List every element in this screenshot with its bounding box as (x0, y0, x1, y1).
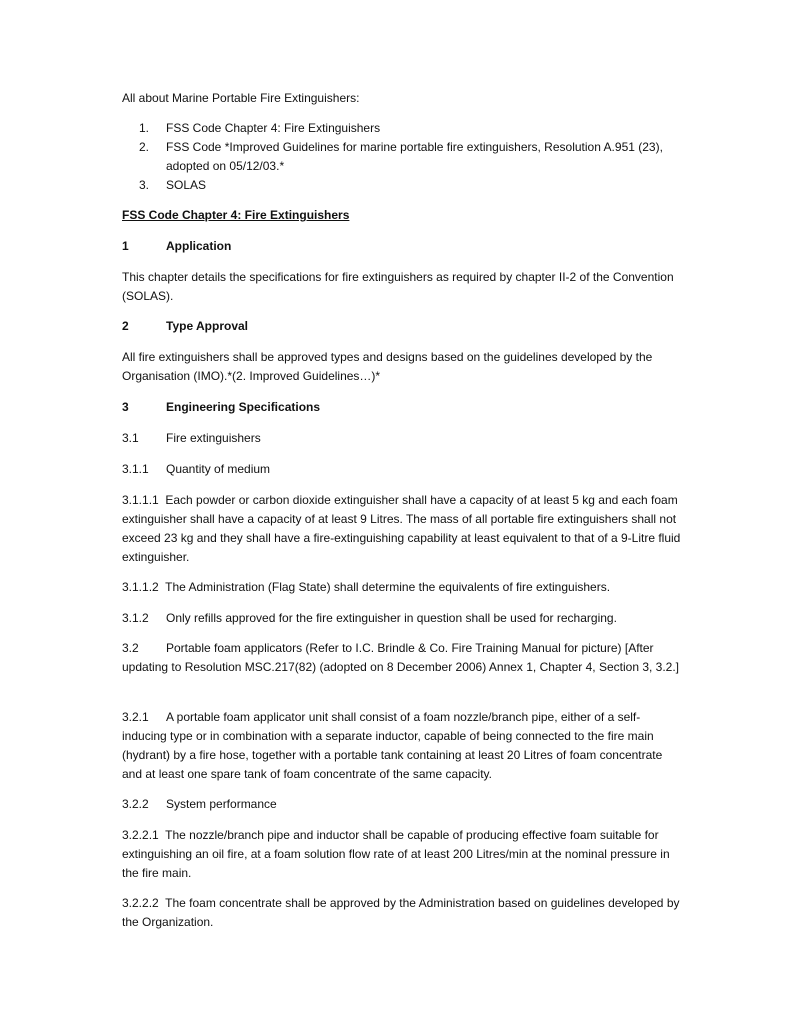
section-heading-1: 1 Application (122, 239, 232, 253)
section-1-paragraph: This chapter details the specifications for fire extinguishers as required by chapter II-2 of the Convention (SOLAS). (122, 270, 674, 303)
intro-text: All about Marine Portable Fire Extinguishers: (122, 91, 360, 105)
list-item: 2. FSS Code *Improved Guidelines for marine portable fire extinguishers, Resolution A.951 (23), adopted on 05/12/03.* (139, 140, 663, 173)
subsection-3-1: 3.1 Fire extinguishers (122, 431, 261, 445)
paragraph-3-1-1-1: 3.1.1.1 Each powder or carbon dioxide extinguisher shall have a capacity of at least 5 kg and each foam extinguisher shall have a capacity of at least 9 Litres. The mass of all portable fire extinguishers shall not exceed 23 kg and they shall have a fire-extinguishing capability at least equivalent to that of a 9-Litre fluid extinguisher. (122, 493, 681, 564)
paragraph-3-2: 3.2 Portable foam applicators (Refer to I.C. Brindle & Co. Fire Training Manual for picture) [After updating to Resolution MSC.217(82) (adopted on 8 December 2006) Annex 1, Chapter 4, Section 3, 3.2.] (122, 641, 680, 674)
list-item: 1. FSS Code Chapter 4: Fire Extinguishers (139, 121, 381, 135)
list-item: 3. SOLAS (139, 178, 207, 192)
paragraph-3-2-2-2: 3.2.2.2 The foam concentrate shall be approved by the Administration based on guidelines developed by the Organization. (122, 896, 680, 929)
paragraph-3-2-1: 3.2.1 A portable foam applicator unit shall consist of a foam nozzle/branch pipe, either of a self-inducing type or in combination with a separate inductor, capable of being connected to the fire main (hydrant) by a fire hose, together with a portable tank containing at least 20 Litres of foam concentrate and at least one spare tank of foam concentrate of the same capacity. (122, 710, 663, 781)
subsection-3-1-1: 3.1.1 Quantity of medium (122, 462, 271, 476)
section-heading-3: 3 Engineering Specifications (122, 400, 321, 414)
paragraph-3-1-1-2: 3.1.1.2 The Administration (Flag State) shall determine the equivalents of fire extinguishers. (122, 580, 611, 594)
section-heading-2: 2 Type Approval (122, 319, 249, 333)
chapter-title: FSS Code Chapter 4: Fire Extinguishers (122, 208, 350, 222)
section-2-paragraph: All fire extinguishers shall be approved types and designs based on the guidelines developed by the Organisation (IMO).*(2. Improved Guidelines…)* (122, 350, 653, 383)
reference-list (122, 119, 682, 195)
subsection-3-2-2: 3.2.2 System performance (122, 797, 277, 811)
paragraph-3-1-2: 3.1.2 Only refills approved for the fire extinguisher in question shall be used for recharging. (122, 611, 617, 625)
paragraph-3-2-2-1: 3.2.2.1 The nozzle/branch pipe and inductor shall be capable of producing effective foam suitable for extinguishing an oil fire, at a foam solution flow rate of at least 200 Litres/min at the nominal pressure in the fire main. (122, 828, 670, 880)
